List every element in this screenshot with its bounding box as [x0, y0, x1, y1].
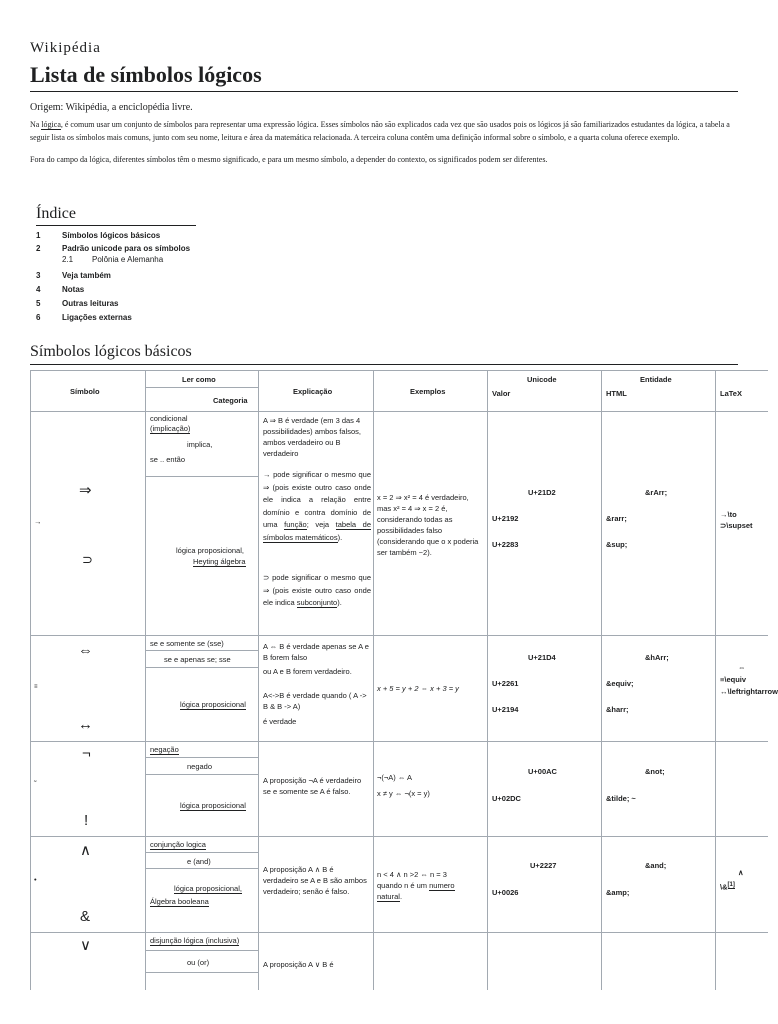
table-border	[30, 411, 768, 412]
category-logica-proposicional[interactable]	[174, 883, 242, 894]
wikipedia-logo[interactable]: Wikipédia	[30, 40, 101, 56]
link-subconjunto[interactable]: subconjunto	[296, 598, 338, 607]
table-border	[30, 836, 768, 837]
symbol-superset: ⊃	[82, 552, 93, 567]
link-algebra-booleana[interactable]	[150, 896, 209, 907]
toc-label[interactable]: Padrão unicode para os símbolos	[62, 244, 191, 253]
read-sse: se e somente se (sse)	[150, 639, 224, 648]
latex-text: \&	[720, 882, 728, 892]
header-html: HTML	[606, 389, 627, 398]
symbol-equiv: ≡	[34, 684, 38, 690]
read-disjuncao[interactable]	[150, 935, 239, 946]
header-ler-como: Ler como	[182, 375, 216, 384]
table-border	[145, 387, 258, 388]
symbol-implies: ⇒	[79, 482, 92, 499]
explanation-text: ).	[337, 598, 342, 607]
table-border	[715, 370, 716, 990]
intro-paragraph-1	[30, 118, 738, 144]
header-valor: Valor	[492, 389, 511, 398]
read-condicional: condicional	[150, 414, 188, 423]
table-border	[145, 774, 258, 775]
explanation	[263, 469, 371, 544]
toc-label[interactable]: Outras leituras	[62, 299, 119, 308]
explanation-text: → pode significar o mesmo que ⇒ (pois existe outro caso onde ele indica a relação entre domínio e contra domínio de uma	[263, 470, 371, 529]
link-text[interactable]: lógica proposicional	[180, 801, 246, 810]
unicode-value: U+0026	[492, 888, 519, 897]
category-logica-proposicional[interactable]	[180, 699, 246, 710]
toc-number: 1	[36, 231, 41, 240]
symbol-ampersand: &	[80, 908, 91, 925]
read-e-and: e (and)	[187, 857, 211, 866]
table-border	[145, 950, 258, 951]
latex-code: ≡\equiv	[720, 675, 747, 684]
toc-number: 5	[36, 299, 41, 308]
header-categoria: Categoria	[213, 396, 248, 405]
intro-text: Na	[30, 120, 42, 129]
explanation: ou A e B forem verdadeiro.	[263, 667, 352, 676]
table-border	[145, 667, 258, 668]
link-text[interactable]: Álgebra booleana	[150, 897, 209, 906]
read-se-e-apenas-se: se e apenas se; sse	[164, 655, 231, 664]
origin-note: Origem: Wikipédia, a enciclopédia livre.	[30, 102, 193, 113]
explanation: é verdade	[263, 717, 297, 726]
example-text: .	[399, 892, 403, 901]
explanation: A ⇔ B é verdade apenas se A e B forem falso	[263, 642, 369, 662]
read-negado: negado	[187, 762, 213, 771]
html-entity: &amp;	[606, 888, 630, 897]
link-heyting[interactable]	[193, 556, 246, 567]
toc-label[interactable]: Polônia e Alemanha	[92, 255, 164, 264]
toc-title: Índice	[36, 205, 196, 226]
html-entity: &and;	[645, 861, 667, 870]
header-explicacao: Explicação	[293, 387, 333, 396]
explanation: A proposição A ∨ B é	[263, 960, 334, 969]
latex-code: ⊃\supset	[720, 521, 753, 530]
toc-number: 2	[36, 244, 41, 253]
category-logica-proposicional[interactable]	[180, 800, 246, 811]
link-text[interactable]: negação	[150, 745, 179, 754]
toc-number: 3	[36, 271, 41, 280]
link-text[interactable]: disjunção lógica (inclusiva)	[150, 936, 240, 945]
intro	[30, 118, 738, 175]
link-implicacao[interactable]	[150, 423, 190, 434]
read-se-entao: se .. então	[150, 455, 186, 464]
table-border	[30, 635, 768, 636]
html-entity: &rarr;	[606, 514, 627, 523]
unicode-value: U+2227	[530, 861, 557, 870]
html-entity: &sup;	[606, 540, 628, 549]
reference-link[interactable]: [1]	[727, 882, 735, 888]
html-entity: &rArr;	[645, 488, 668, 497]
symbol-tilde: ˜	[34, 779, 37, 788]
html-entity: &harr;	[606, 705, 629, 714]
latex-code: ∧	[738, 868, 744, 877]
read-implica: implica,	[187, 440, 213, 449]
unicode-value: U+21D4	[528, 653, 556, 662]
link-text[interactable]: conjunção logica	[150, 840, 206, 849]
explanation: A ⇒ B é verdade (em 3 das 4 possibilidades) ambos falsos, ambos verdadeiro ou B verdadeiro	[263, 416, 361, 458]
symbol-iff: ⇔	[78, 642, 93, 659]
unicode-value: U+02DC	[492, 794, 521, 803]
symbol-and: ∧	[80, 842, 91, 859]
table-border	[145, 852, 258, 853]
latex-code: →\to	[720, 510, 737, 519]
header-latex: LaTeX	[720, 389, 742, 398]
table-border	[145, 650, 258, 651]
table-border	[145, 972, 258, 973]
symbol-arrow: →	[34, 517, 42, 526]
table-border	[145, 868, 258, 869]
html-entity: &tilde; ~	[606, 794, 636, 803]
intro-paragraph-2: Fora do campo da lógica, diferentes símbolos têm o mesmo significado, e para um mesmo símbolo, a depender do contexto, os significados podem ser diferentes.	[30, 155, 548, 164]
link-tabela-simbolos[interactable]: tabela de símbolos matemáticos	[263, 520, 371, 542]
toc-number: 6	[36, 313, 41, 322]
explanation-text: ).	[337, 532, 343, 542]
table-border	[601, 370, 602, 990]
latex-code	[720, 880, 735, 893]
example: n < 4 ∧ n >2 ⇔ n = 3	[377, 870, 447, 879]
table-border	[145, 370, 146, 990]
html-entity: &not;	[645, 767, 665, 776]
example: ¬(¬A) ⇔ A	[377, 773, 413, 782]
unicode-value: U+2261	[492, 679, 519, 688]
toc-label[interactable]: Veja também	[62, 271, 111, 280]
explanation: A proposição A ∧ B é verdadeiro se A e B são ambos verdadeiro; senão é falso.	[263, 865, 367, 896]
symbol-or: ∨	[80, 937, 91, 954]
explanation-text: ; veja	[306, 520, 336, 529]
link-logica[interactable]: lógica	[41, 120, 61, 129]
unicode-value: U+2194	[492, 705, 519, 714]
example: x = 2 ⇒ x² = 4 é verdadeiro, mas x² = 4 ⇒ x = 2 é, considerando todas as possibilidades falso (considerando que o x poderia ser também −2).	[377, 493, 479, 557]
table-border	[30, 741, 768, 742]
intro-text: , é comum usar um conjunto de símbolos para representar uma expressão lógica. Esses símbolos não são explicados cada vez que são usados pois os lógicos já são familiarizados estudantes da lógica, a tabela a seguir lista os símbolos mais comuns, junto com seu nome, leitura e área da matemática relacionada. A terceira coluna contêm uma definição informal sobre o símbolo, e a quarta coluna oferece exemplo.	[30, 120, 730, 142]
link-numero-natural[interactable]: numero natural	[377, 881, 455, 901]
link-text[interactable]: lógica proposicional,	[174, 884, 242, 893]
header-exemplos: Exemplos	[410, 387, 446, 396]
table-border	[258, 370, 259, 990]
unicode-value: U+00AC	[528, 767, 557, 776]
link-funcao[interactable]: função	[284, 520, 307, 529]
html-entity: &equiv;	[606, 679, 634, 688]
unicode-value: U+21D2	[528, 488, 556, 497]
page-title: Lista de símbolos lógicos	[30, 62, 738, 92]
table-border	[373, 370, 374, 990]
table-border	[30, 370, 768, 371]
explanation: A<->B é verdade quando ( A -> B & B -> A)	[263, 691, 367, 711]
read-conjuncao[interactable]	[150, 839, 206, 850]
symbol-dot: •	[34, 875, 37, 884]
explanation-text: ⊃ pode significar o mesmo que ⇒ (pois existe outro caso onde ele indica	[263, 573, 371, 607]
html-entity: &hArr;	[645, 653, 669, 662]
toc-label[interactable]: Símbolos lógicos básicos	[62, 231, 161, 240]
example-text: quando n é um	[377, 881, 430, 890]
link-text[interactable]: Heyting álgebra	[193, 557, 246, 566]
toc-number: 4	[36, 285, 41, 294]
read-negacao[interactable]	[150, 744, 179, 755]
read-ou-or: ou (or)	[187, 958, 210, 967]
unicode-value: U+2192	[492, 514, 519, 523]
example: x + 5 = y + 2 ⇔ x + 3 = y	[377, 684, 459, 693]
link-text[interactable]: (implicação)	[150, 424, 191, 433]
header-simbolo: Símbolo	[70, 387, 100, 396]
table-border	[145, 757, 258, 758]
header-entidade: Entidade	[640, 375, 672, 384]
unicode-value: U+2283	[492, 540, 519, 549]
section-heading: Símbolos lógicos básicos	[30, 343, 738, 365]
table-border	[487, 370, 488, 990]
symbol-not: ¬	[82, 745, 91, 762]
example: x ≠ y ⇔ ¬(x = y)	[377, 789, 430, 798]
explanation: A proposição ¬A é verdadeiro se e somente se A é falso.	[263, 776, 362, 796]
example	[377, 880, 477, 902]
symbol-harr: ↔	[78, 716, 93, 733]
table-border	[30, 932, 768, 933]
table-border	[145, 476, 258, 477]
symbol-bang: !	[84, 812, 89, 829]
table-border	[30, 370, 31, 990]
latex-code: ↔\leftrightarrow	[720, 687, 778, 696]
explanation	[263, 572, 371, 610]
header-unicode: Unicode	[527, 375, 557, 384]
category-logica-proposicional[interactable]: lógica proposicional,	[176, 546, 244, 555]
toc-label[interactable]: Notas	[62, 285, 85, 294]
toc-label[interactable]: Ligações externas	[62, 313, 132, 322]
toc-number: 2.1	[62, 255, 74, 264]
latex-code: ⇔	[738, 663, 746, 672]
link-text[interactable]: lógica proposicional	[180, 700, 246, 709]
